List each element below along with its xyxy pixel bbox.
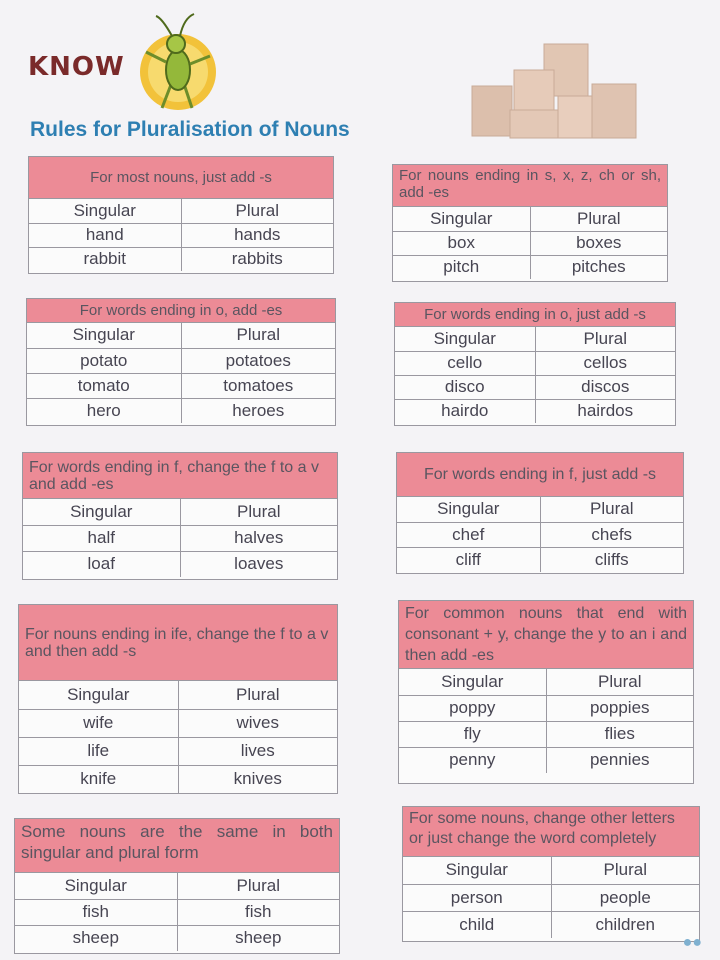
singular-cell: wife	[19, 709, 178, 737]
rule-card-irregular	[402, 806, 700, 942]
singular-cell: child	[403, 911, 551, 938]
plural-cell: lives	[178, 737, 337, 765]
plural-cell: sheep	[177, 925, 339, 951]
rule-card-consonant-y	[398, 600, 694, 784]
plural-cell: poppies	[546, 695, 693, 721]
plural-table	[393, 207, 667, 279]
rule-heading: For words ending in f, change the f to a v and add -es	[23, 453, 337, 499]
rule-card-f-to-v	[22, 452, 338, 580]
plural-header: Plural	[236, 875, 280, 895]
rule-card-add-es-sibilant	[392, 164, 668, 282]
plural-header: Plural	[236, 684, 280, 704]
singular-cell: sheep	[15, 925, 177, 951]
singular-cell: rabbit	[29, 247, 181, 271]
singular-cell: knife	[19, 765, 178, 793]
singular-header: Singular	[19, 681, 178, 709]
rule-card-same-form	[14, 818, 340, 954]
singular-cell: fly	[399, 721, 546, 747]
plural-header: Plural	[598, 671, 642, 691]
rule-heading: For some nouns, change other letters or just change the word completely	[403, 807, 699, 857]
singular-cell: person	[403, 884, 551, 911]
singular-cell: hand	[29, 223, 181, 247]
plural-header: Plural	[603, 860, 647, 880]
rule-heading: For nouns ending in s, x, z, ch or sh, add -es	[393, 165, 667, 207]
singular-cell: cello	[395, 351, 535, 375]
plural-cell: potatoes	[181, 348, 335, 373]
singular-header: Singular	[23, 499, 180, 525]
singular-cell: tomato	[27, 373, 181, 398]
rule-card-o-add-s	[394, 302, 676, 426]
plural-cell: children	[551, 911, 699, 938]
singular-cell: half	[23, 525, 180, 551]
rule-heading: For words ending in o, just add -s	[395, 303, 675, 327]
plural-cell: hairdos	[535, 399, 675, 423]
plural-table	[397, 497, 683, 572]
plural-table	[29, 199, 333, 271]
plural-cell: discos	[535, 375, 675, 399]
plural-table	[395, 327, 675, 423]
rule-heading: For nouns ending in ife, change the f to a v and then add -s	[19, 605, 337, 681]
singular-cell: hairdo	[395, 399, 535, 423]
plural-table	[27, 323, 335, 423]
singular-cell: life	[19, 737, 178, 765]
plural-cell: tomatoes	[181, 373, 335, 398]
plural-cell: loaves	[180, 551, 337, 577]
plural-cell: heroes	[181, 398, 335, 423]
plural-cell: fish	[177, 899, 339, 925]
singular-cell: poppy	[399, 695, 546, 721]
plural-table	[15, 873, 339, 951]
plural-table	[399, 669, 693, 773]
plural-cell: pennies	[546, 747, 693, 773]
rule-heading: For most nouns, just add -s	[29, 157, 333, 199]
singular-cell: hero	[27, 398, 181, 423]
page-decoration-icon: ●●	[682, 934, 702, 951]
plural-cell: cellos	[535, 351, 675, 375]
plural-cell: hands	[181, 223, 333, 247]
singular-header: Singular	[399, 669, 546, 695]
grasshopper-mascot-icon	[132, 12, 220, 114]
rule-card-o-add-es	[26, 298, 336, 426]
rule-card-add-s	[28, 156, 334, 274]
plural-cell: flies	[546, 721, 693, 747]
cardboard-boxes-icon	[466, 40, 642, 140]
singular-header: Singular	[393, 207, 530, 231]
rule-card-ife	[18, 604, 338, 794]
plural-cell: rabbits	[181, 247, 333, 271]
page-title: Rules for Pluralisation of Nouns	[30, 118, 350, 141]
plural-table	[403, 857, 699, 938]
singular-header: Singular	[395, 327, 535, 351]
plural-header: Plural	[236, 325, 280, 345]
rule-heading: For common nouns that end with consonant + y, change the y to an i and then add -es	[399, 601, 693, 669]
plural-cell: chefs	[540, 522, 683, 547]
singular-header: Singular	[29, 199, 181, 223]
plural-cell: wives	[178, 709, 337, 737]
plural-table	[19, 681, 337, 793]
plural-header: Plural	[237, 501, 281, 521]
singular-cell: box	[393, 231, 530, 255]
singular-cell: cliff	[397, 547, 540, 572]
rule-heading: For words ending in o, add -es	[27, 299, 335, 323]
singular-cell: potato	[27, 348, 181, 373]
singular-cell: chef	[397, 522, 540, 547]
plural-cell: boxes	[530, 231, 667, 255]
singular-header: Singular	[15, 873, 177, 899]
singular-cell: disco	[395, 375, 535, 399]
singular-cell: loaf	[23, 551, 180, 577]
singular-header: Singular	[403, 857, 551, 884]
singular-header: Singular	[27, 323, 181, 348]
singular-header: Singular	[397, 497, 540, 522]
plural-cell: cliffs	[540, 547, 683, 572]
plural-header: Plural	[577, 208, 621, 228]
know-logo: KNOW	[28, 52, 125, 82]
rule-heading: Some nouns are the same in both singular and plural form	[15, 819, 339, 873]
plural-header: Plural	[235, 200, 279, 220]
plural-cell: people	[551, 884, 699, 911]
plural-header: Plural	[590, 499, 634, 519]
plural-header: Plural	[583, 328, 627, 348]
plural-table	[23, 499, 337, 577]
rule-heading: For words ending in f, just add -s	[397, 453, 683, 497]
singular-cell: penny	[399, 747, 546, 773]
singular-cell: fish	[15, 899, 177, 925]
plural-cell: knives	[178, 765, 337, 793]
rule-card-f-add-s	[396, 452, 684, 574]
plural-cell: pitches	[530, 255, 667, 279]
plural-cell: halves	[180, 525, 337, 551]
singular-cell: pitch	[393, 255, 530, 279]
